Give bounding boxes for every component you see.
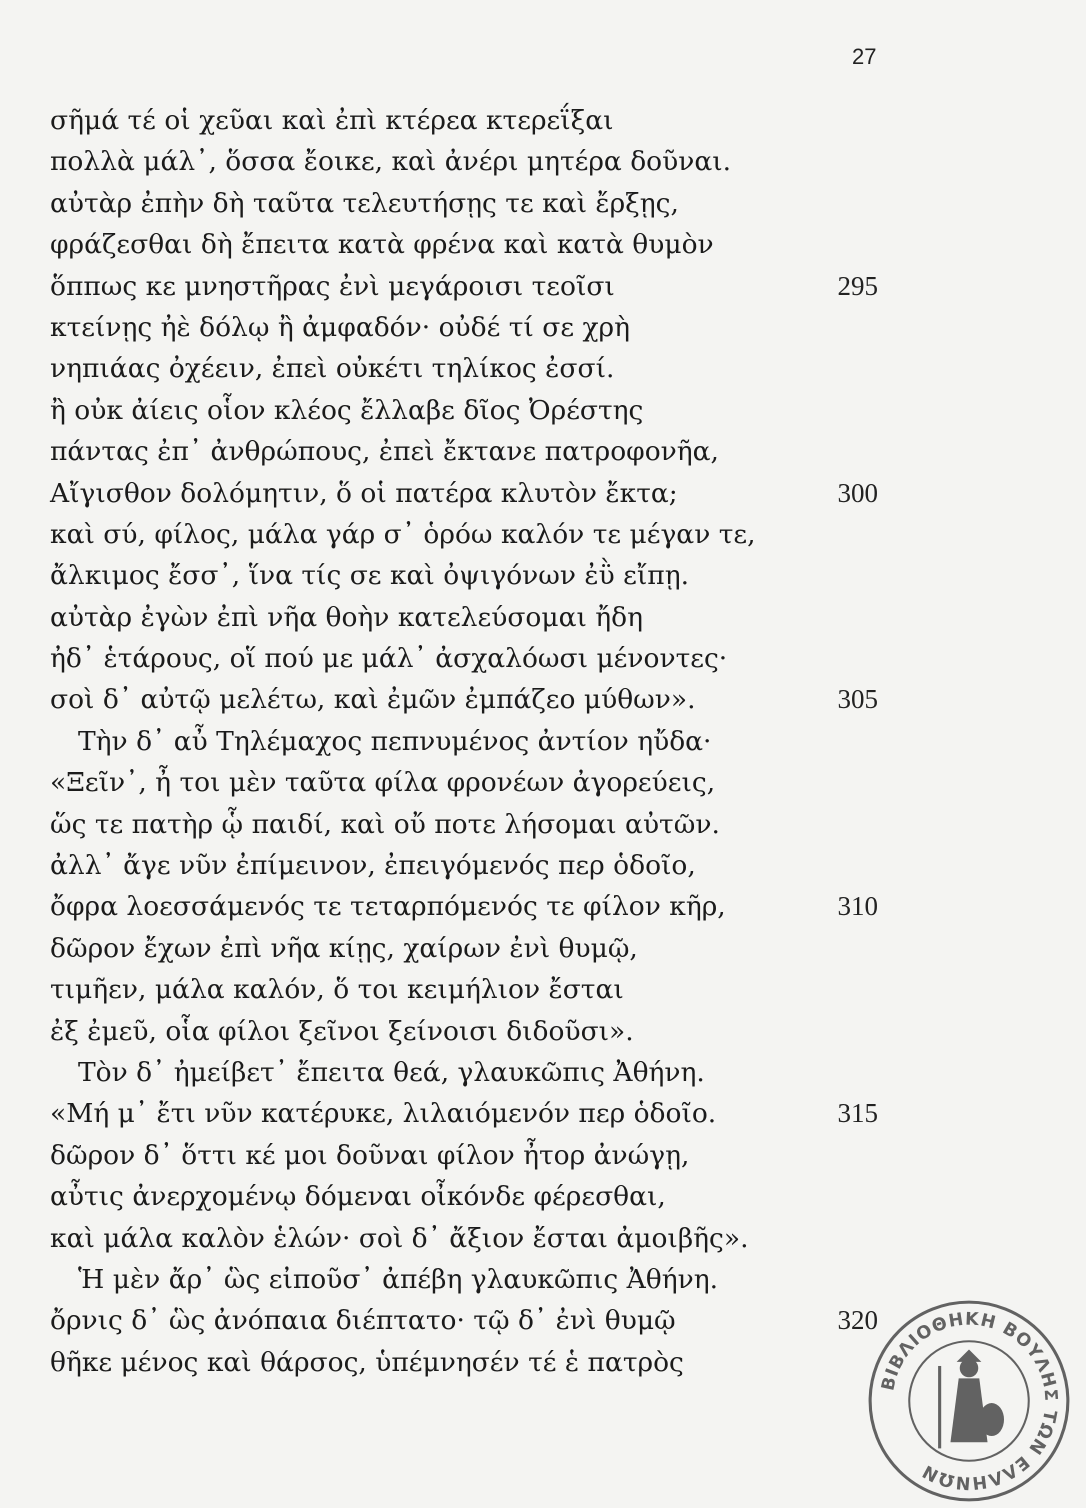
verse-line (50, 1093, 890, 1134)
verse-line (50, 1135, 890, 1176)
verse-line (50, 1176, 890, 1217)
stamp-text: ΒΙΒΛΙΟΘΗΚΗ ΒΟΥΛΗΣ ΤΩΝ ΕΛΛΗΝΩΝ (878, 1309, 1061, 1493)
verse-line (50, 1052, 890, 1093)
verse-text: τιμῆεν, μάλα καλόν, ὅ τοι κειμήλιον ἔσται (50, 974, 624, 1006)
verse-text: Τὸν δ᾽ ἠμείβετ᾽ ἔπειτα θεά, γλαυκῶπις Ἀθήνη. (78, 1056, 705, 1088)
verse-text: νηπιάας ὀχέειν, ἐπεὶ οὐκέτι τηλίκος ἐσσί. (50, 353, 615, 385)
verse-line (50, 1011, 890, 1052)
verse-text: «Ξεῖν᾽, ἦ τοι μὲν ταῦτα φίλα φρονέων ἀγορεύεις, (50, 767, 716, 799)
verse-line (50, 183, 890, 224)
verse-number: 305 (837, 684, 878, 715)
verse-line (50, 638, 890, 679)
verse-text: καὶ μάλα καλὸν ἑλών· σοὶ δ᾽ ἄξιον ἔσται ἀμοιβῆς». (50, 1222, 749, 1254)
verse-line (50, 762, 890, 803)
verse-number: 300 (837, 477, 878, 508)
verse-text: ὄρνις δ᾽ ὣς ἀνόπαια διέπτατο· τῷ δ᾽ ἐνὶ θυμῷ (50, 1305, 676, 1337)
verse-text: θῆκε μένος καὶ θάρσος, ὑπέμνησέν τέ ἑ πατρὸς (50, 1346, 684, 1378)
verse-line (50, 679, 890, 720)
verse-line (50, 224, 890, 265)
verse-line (50, 928, 890, 969)
verse-text-block (50, 100, 890, 1383)
verse-number: 320 (837, 1305, 878, 1336)
verse-text: σῆμά τέ οἱ χεῦαι καὶ ἐπὶ κτέρεα κτερεΐξαι (50, 105, 614, 136)
verse-line (50, 721, 890, 762)
verse-text: ὅππως κε μνηστῆρας ἐνὶ μεγάροισι τεοῖσι (50, 270, 615, 302)
verse-line (50, 473, 890, 514)
verse-number: 295 (837, 270, 878, 301)
verse-text: «Μή μ᾽ ἔτι νῦν κατέρυκε, λιλαιόμενόν περ ὁδοῖο. (50, 1098, 717, 1130)
page-number: 27 (852, 44, 877, 69)
verse-line (50, 555, 890, 596)
verse-text: αὐτὰρ ἐπὴν δὴ ταῦτα τελευτήσῃς τε καὶ ἔρξῃς, (50, 187, 679, 219)
verse-text: ἐξ ἐμεῦ, οἷα φίλοι ξεῖνοι ξείνοισι διδοῦσι». (50, 1015, 634, 1047)
verse-text: ἀλλ᾽ ἄγε νῦν ἐπίμεινον, ἐπειγόμενός περ ὁδοῖο, (50, 850, 696, 882)
athena-figure (938, 1350, 1004, 1449)
verse-number: 310 (837, 891, 878, 922)
verse-text: Ἡ μὲν ἄρ᾽ ὣς εἰποῦσ᾽ ἀπέβη γλαυκῶπις Ἀθήνη. (78, 1263, 718, 1295)
verse-text: καὶ σύ, φίλος, μάλα γάρ σ᾽ ὁρόω καλόν τε μέγαν τε, (50, 518, 756, 550)
verse-text: ἄλκιμος ἔσσ᾽, ἵνα τίς σε καὶ ὀψιγόνων ἐῢ εἴπῃ. (50, 560, 689, 592)
verse-line (50, 431, 890, 472)
verse-text: ἠδ᾽ ἑτάρους, οἵ πού με μάλ᾽ ἀσχαλόωσι μένοντες· (50, 643, 728, 675)
verse-text: κτείνῃς ἠὲ δόλῳ ἢ ἀμφαδόν· οὐδέ τί σε χρὴ (50, 311, 630, 343)
verse-line (50, 804, 890, 845)
verse-number: 315 (837, 1098, 878, 1129)
verse-text: πάντας ἐπ᾽ ἀνθρώπους, ἐπεὶ ἔκτανε πατροφονῆα, (50, 436, 719, 468)
verse-line (50, 390, 890, 431)
verse-text: Τὴν δ᾽ αὖ Τηλέμαχος πεπνυμένος ἀντίον ηὔδα· (78, 725, 712, 757)
verse-line (50, 1342, 890, 1383)
verse-line (50, 886, 890, 927)
verse-text: αὐτὰρ ἐγὼν ἐπὶ νῆα θοὴν κατελεύσομαι ἤδη (50, 601, 644, 633)
library-stamp-seal (866, 1298, 1072, 1504)
verse-text: ὥς τε πατὴρ ᾧ παιδί, καὶ οὔ ποτε λήσομαι αὐτῶν. (50, 808, 720, 840)
verse-line (50, 969, 890, 1010)
verse-text: δῶρον ἔχων ἐπὶ νῆα κίῃς, χαίρων ἐνὶ θυμῷ, (50, 932, 638, 964)
verse-line (50, 100, 890, 141)
verse-text: Αἴγισθον δολόμητιν, ὅ οἱ πατέρα κλυτὸν ἔκτα; (50, 477, 678, 509)
verse-text: αὖτις ἀνερχομένῳ δόμεναι οἶκόνδε φέρεσθαι, (50, 1181, 666, 1213)
verse-line (50, 1300, 890, 1341)
verse-text: σοὶ δ᾽ αὐτῷ μελέτω, καὶ ἐμῶν ἐμπάζεο μύθων». (50, 684, 696, 716)
verse-line (50, 266, 890, 307)
library-stamp (866, 1298, 1072, 1504)
verse-line (50, 348, 890, 389)
verse-line (50, 597, 890, 638)
verse-line (50, 141, 890, 182)
verse-line (50, 1218, 890, 1259)
verse-line (50, 845, 890, 886)
verse-line (50, 1259, 890, 1300)
verse-line (50, 307, 890, 348)
verse-text: ἢ οὐκ ἀίεις οἷον κλέος ἔλλαβε δῖος Ὀρέστης (50, 394, 644, 426)
verse-text: φράζεσθαι δὴ ἔπειτα κατὰ φρένα καὶ κατὰ θυμὸν (50, 229, 714, 261)
verse-text: δῶρον δ᾽ ὅττι κέ μοι δοῦναι φίλον ἦτορ ἀνώγῃ, (50, 1139, 690, 1171)
verse-text: ὄφρα λοεσσάμενός τε τεταρπόμενός τε φίλον κῆρ, (50, 891, 726, 923)
verse-line (50, 514, 890, 555)
verse-text: πολλὰ μάλ᾽, ὅσσα ἔοικε, καὶ ἀνέρι μητέρα δοῦναι. (50, 146, 732, 178)
